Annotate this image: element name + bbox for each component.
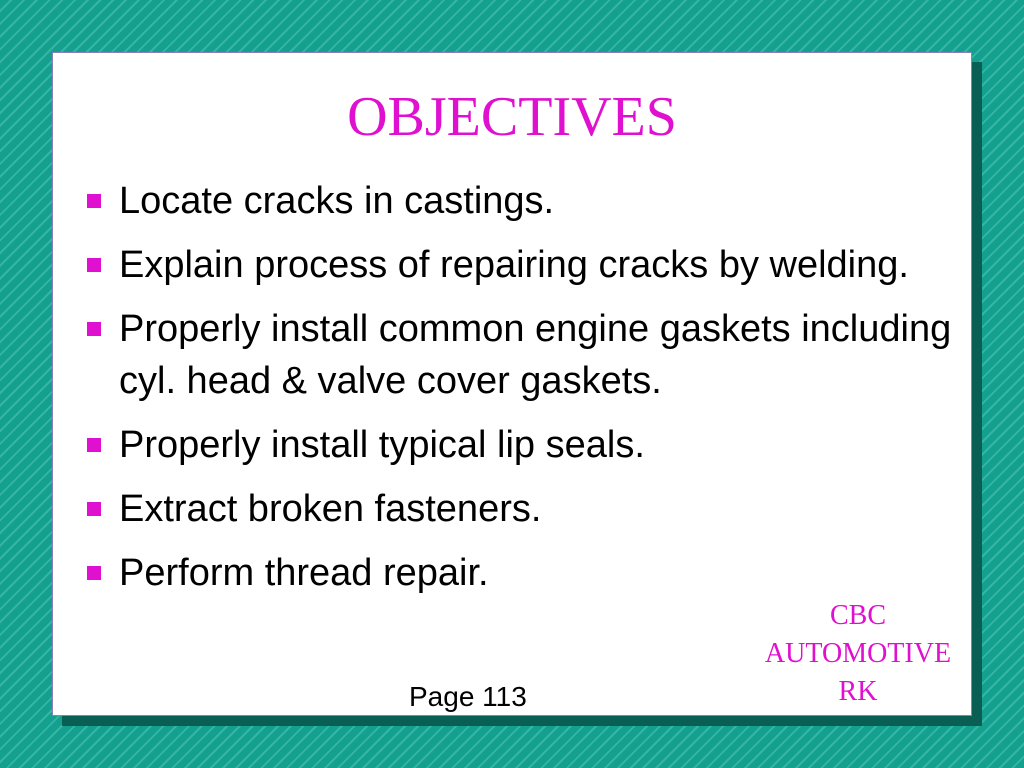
footer-brand-line: AUTOMOTIVE	[764, 638, 952, 669]
slide-title: OBJECTIVES	[347, 86, 677, 148]
bullet-text: Properly install typical lip seals.	[119, 424, 645, 466]
slide-canvas	[52, 52, 972, 716]
bullet-text: Locate cracks in castings.	[119, 180, 555, 222]
square-bullet-icon	[87, 258, 101, 272]
square-bullet-icon	[87, 502, 101, 516]
list-item	[87, 303, 967, 407]
bullet-text: Properly install common engine gaskets including cyl. head & valve cover gaskets.	[119, 308, 952, 402]
square-bullet-icon	[87, 438, 101, 452]
square-bullet-icon	[87, 322, 101, 336]
list-item	[87, 547, 967, 599]
list-item	[87, 175, 967, 227]
objectives-list	[87, 175, 967, 611]
list-item	[87, 239, 967, 291]
list-item	[87, 419, 967, 471]
footer-brand-line: CBC	[829, 600, 887, 631]
bullet-text: Extract broken fasteners.	[119, 488, 542, 530]
footer-brand-line: RK	[838, 676, 878, 707]
page-number: Page 113	[409, 681, 527, 712]
square-bullet-icon	[87, 566, 101, 580]
square-bullet-icon	[87, 194, 101, 208]
list-item	[87, 483, 967, 535]
bullet-text: Explain process of repairing cracks by welding.	[119, 244, 909, 286]
footer-brand	[743, 597, 973, 711]
bullet-text: Perform thread repair.	[119, 552, 489, 594]
